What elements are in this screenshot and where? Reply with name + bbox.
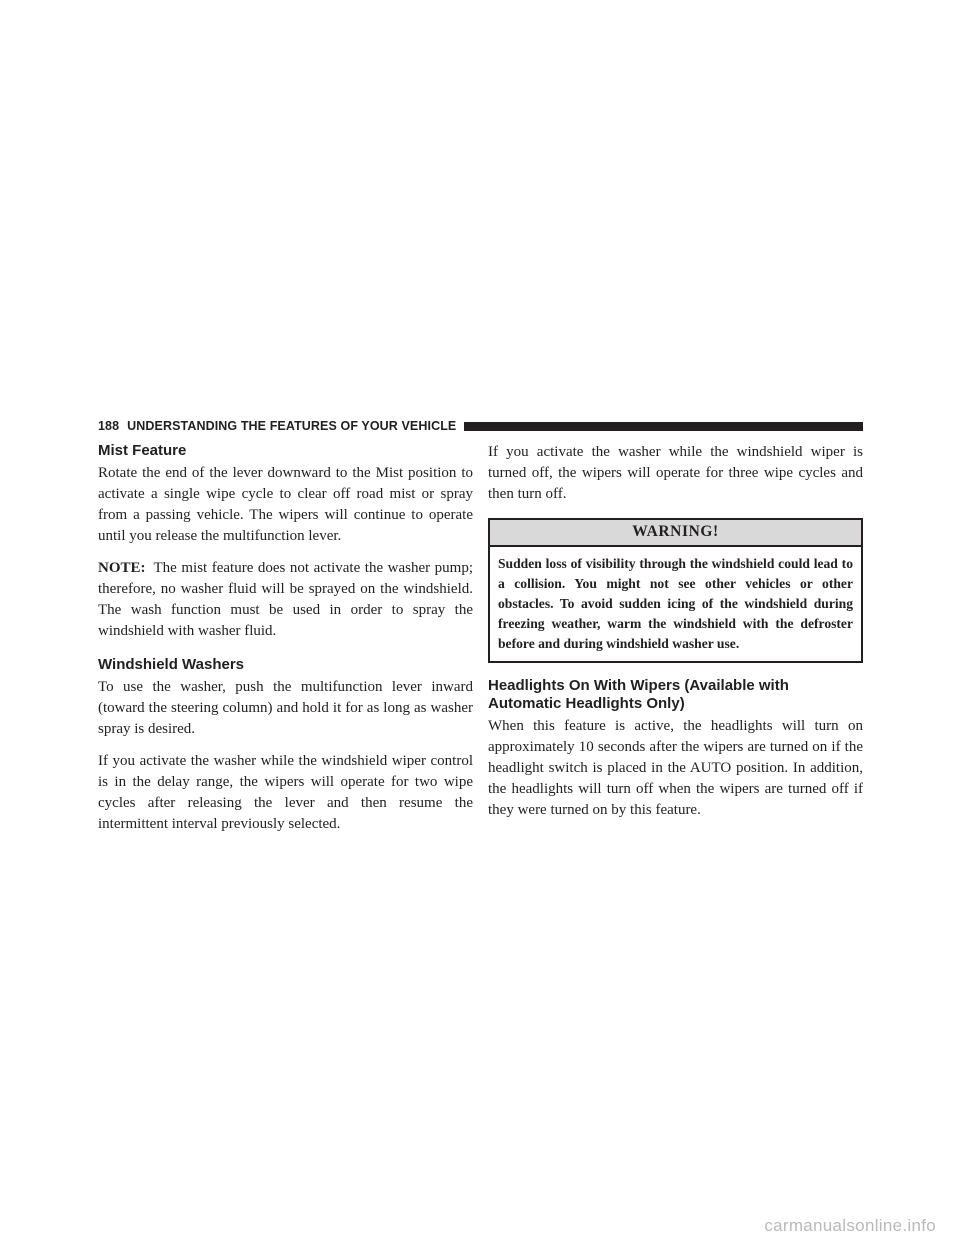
- mist-feature-heading: Mist Feature: [98, 442, 187, 459]
- windshield-washers-section: [98, 656, 473, 835]
- page-header: [98, 417, 863, 435]
- windshield-washers-paragraph-2: If you activate the washer while the windshield wiper control is in the delay range, the wipers will operate for two wipe cycles after releasing the lever and then resume the intermittent interval previously selected.: [98, 753, 473, 832]
- watermark: carmanualsonline.info: [764, 1216, 936, 1235]
- warning-body: Sudden loss of visibility through the windshield could lead to a collision. You might not see other vehicles or other obstacles. To avoid sudden icing of the windshield during freezing weather, warm the windshield with the defroster before and during windshield washer use.: [498, 556, 853, 651]
- warning-title: WARNING!: [490, 520, 861, 547]
- note-paragraph: [98, 558, 473, 642]
- warning-box: [488, 518, 863, 663]
- mist-feature-paragraph: Rotate the end of the lever downward to the Mist position to activate a single wipe cycle to clear off road mist or spray from a passing vehicle. The wipers will continue to operate until you release the multifunction lever.: [98, 465, 473, 544]
- windshield-washers-paragraph-1: To use the washer, push the multifunction lever inward (toward the steering column) and hold it for as long as washer spray is desired.: [98, 679, 473, 737]
- right-column: [488, 442, 863, 832]
- headlights-with-wipers-section: [488, 677, 863, 821]
- washer-wiper-off-paragraph: If you activate the washer while the windshield wiper is turned off, the wipers will operate for three wipe cycles and then turn off.: [488, 444, 863, 502]
- note-label: NOTE:: [98, 560, 146, 576]
- mist-feature-section: [98, 442, 473, 642]
- header-rule: [464, 422, 863, 431]
- left-column: [98, 442, 473, 846]
- windshield-washers-heading: Windshield Washers: [98, 656, 245, 673]
- headlights-with-wipers-heading: Headlights On With Wipers (Available with Automatic Headlights Only): [488, 677, 789, 712]
- note-text: The mist feature does not activate the washer pump; therefore, no washer fluid will be sprayed on the windshield. The wash function must be used in order to spray the windshield with washer fluid.: [98, 560, 473, 639]
- headlights-with-wipers-paragraph: When this feature is active, the headlights will turn on approximately 10 seconds after the wipers are turned on if the headlight switch is placed in the AUTO position. In addition, the headlights will turn off when the wipers are turned off if they were turned on by this feature.: [488, 718, 863, 818]
- running-head: UNDERSTANDING THE FEATURES OF YOUR VEHICLE: [127, 419, 457, 433]
- page-number: 188: [98, 419, 120, 433]
